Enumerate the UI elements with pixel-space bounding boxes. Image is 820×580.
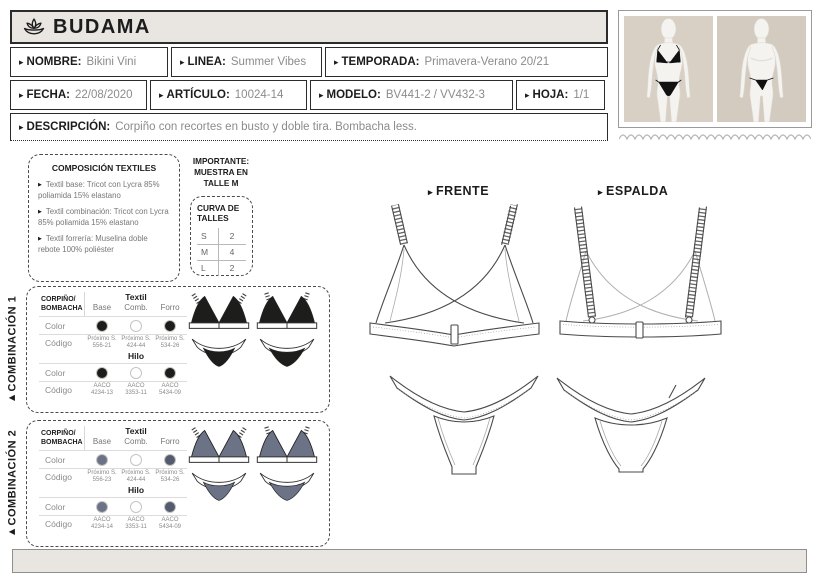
- color-label: Color: [45, 501, 66, 512]
- column-headers: [85, 303, 187, 316]
- size-qty: 2: [229, 230, 235, 241]
- textil-section-title: Textil: [125, 426, 147, 436]
- field-arrow-icon: ▸: [19, 89, 24, 100]
- lotus-icon: [22, 17, 46, 38]
- brand-bar: [10, 10, 608, 44]
- size-qty: 2: [229, 263, 235, 274]
- column-headers: [85, 437, 187, 450]
- field-arrow-icon: ▸: [428, 187, 434, 197]
- mini-bottom-back-drawing: [258, 471, 316, 502]
- field-articulo: [150, 80, 307, 110]
- codigo-label: Código: [45, 338, 72, 348]
- row-header: [39, 292, 85, 316]
- importante-line: MUESTRA EN: [194, 168, 248, 178]
- field-descripcion: [10, 113, 608, 141]
- textil-color-row: [39, 450, 187, 468]
- header-row-3: [10, 113, 608, 141]
- sample-photo-back: [717, 16, 806, 122]
- frente-text: FRENTE: [436, 184, 490, 198]
- color-swatch: [164, 501, 176, 513]
- color-label: Color: [45, 320, 66, 331]
- textil-header-group: [85, 292, 187, 316]
- col-base: Base: [92, 437, 112, 446]
- color-swatch: [130, 367, 142, 379]
- field-arrow-icon: ▸: [159, 89, 164, 100]
- field-arrow-icon: ▸: [334, 56, 339, 67]
- combination-1-label: ▸COMBINACIÓN 1: [6, 295, 19, 405]
- color-code: AACO 5434-09: [158, 382, 182, 396]
- composicion-item-text: Textil combinación: Tricot con Lycra 85% poliamida 15% elastano: [38, 207, 169, 227]
- composicion-title: COMPOSICIÓN TEXTILES: [51, 163, 157, 173]
- size-label: L: [197, 261, 219, 276]
- mini-bottom-front-drawing: [190, 471, 248, 502]
- bullet-icon: ▶: [38, 236, 42, 243]
- size-label: S: [197, 228, 219, 244]
- bullet-icon: ▶: [38, 182, 42, 188]
- field-modelo: [310, 80, 513, 110]
- mini-top-front-drawing: [188, 291, 250, 335]
- hilo-codigo-row: [39, 515, 187, 532]
- combination-2-box: [26, 420, 330, 547]
- textil-section-title: Textil: [125, 292, 147, 302]
- codigo-label: Código: [45, 519, 72, 529]
- col-base: Base: [92, 303, 112, 312]
- mini-bottom-front-drawing: [190, 337, 248, 368]
- combo-table-header: [39, 292, 187, 316]
- field-temporada-label: TEMPORADA:: [341, 56, 420, 68]
- textil-codigo-row: [39, 334, 187, 351]
- textil-color-row: [39, 316, 187, 334]
- importante-line: TALLE M: [203, 179, 239, 189]
- color-swatch: [130, 501, 142, 513]
- field-descripcion-value: Corpiño con recortes en busto y doble tira. Bombacha less.: [115, 121, 417, 133]
- hilo-section-title: Hilo: [127, 351, 145, 361]
- color-code: Próximo S. 556-23: [87, 469, 117, 483]
- sample-photos: [618, 10, 812, 128]
- row-header: [39, 426, 85, 450]
- combination-1-table: [39, 292, 187, 398]
- spacer: [39, 485, 85, 497]
- codigo-label: Código: [45, 385, 72, 395]
- textil-codigo-row: [39, 468, 187, 485]
- footer-bar: [12, 549, 807, 573]
- field-arrow-icon: ▸: [180, 56, 185, 67]
- col-forro: Forro: [160, 303, 180, 312]
- field-linea-value: Summer Vibes: [230, 56, 307, 68]
- field-fecha-label: FECHA:: [26, 89, 70, 101]
- mini-top-back-drawing: [256, 291, 318, 335]
- hilo-header-row: [39, 351, 187, 363]
- frente-view-label: [428, 184, 489, 198]
- wave-edge-decoration: [619, 130, 811, 142]
- bikini-top-front-drawing: [362, 202, 547, 354]
- combination-2-garment-art: [185, 425, 323, 502]
- curva-row: [197, 244, 246, 260]
- color-code: AACO 4234-14: [90, 516, 114, 530]
- combination-2-table: [39, 426, 187, 532]
- size-qty: 4: [229, 247, 235, 258]
- field-arrow-icon: ▸: [19, 121, 24, 132]
- composicion-item-text: Textil base: Tricot con Lycra 85% poliamida 15% elastano: [38, 180, 160, 200]
- curva-title: CURVA DE TALLES: [197, 203, 240, 223]
- importante-note: [186, 156, 256, 189]
- color-label: Color: [45, 454, 66, 465]
- color-code: Próximo S. 534-26: [155, 469, 185, 483]
- hilo-section-title: Hilo: [127, 485, 145, 495]
- header-row-1: [10, 47, 608, 77]
- col-comb: Comb.: [124, 437, 148, 446]
- col-forro: Forro: [160, 437, 180, 446]
- composicion-item: [38, 180, 170, 201]
- color-swatch: [130, 320, 142, 332]
- combination-1-box: [26, 286, 330, 413]
- mini-bottom-back-drawing: [258, 337, 316, 368]
- field-arrow-icon: ▸: [19, 56, 24, 67]
- color-code: Próximo S. 556-21: [87, 335, 117, 349]
- hilo-header-row: [39, 485, 187, 497]
- field-nombre-value: Bikini Vini: [86, 56, 137, 68]
- field-modelo-label: MODELO:: [326, 89, 381, 101]
- bikini-bottom-back-drawing: [550, 372, 712, 478]
- mini-top-back-drawing: [256, 425, 318, 469]
- row-header-line: CORPIÑO/: [41, 296, 76, 303]
- color-code: Próximo S. 534-26: [155, 335, 185, 349]
- composicion-item: [38, 234, 170, 255]
- field-arrow-icon: ▸: [598, 187, 604, 197]
- curva-row: [197, 228, 246, 244]
- combination-1-garment-art: [185, 291, 323, 368]
- color-swatch: [164, 320, 176, 332]
- codigo-label: Código: [45, 472, 72, 482]
- field-arrow-icon: ▸: [525, 89, 530, 100]
- color-label: Color: [45, 367, 66, 378]
- color-code: AACO 3353-11: [125, 516, 147, 530]
- size-label: M: [197, 245, 219, 260]
- hilo-color-row: [39, 363, 187, 381]
- combination-2-label: ▸COMBINACIÓN 2: [6, 429, 19, 539]
- row-header-line: BOMBACHA: [41, 439, 83, 447]
- hilo-codigo-row: [39, 381, 187, 398]
- color-code: AACO 4234-13: [90, 382, 114, 396]
- field-descripcion-label: DESCRIPCIÓN:: [26, 121, 111, 133]
- field-linea-label: LINEA:: [187, 56, 226, 68]
- color-swatch: [164, 367, 176, 379]
- col-comb: Comb.: [124, 303, 148, 312]
- field-hoja: [516, 80, 605, 110]
- field-nombre-label: NOMBRE:: [26, 56, 82, 68]
- field-hoja-value: 1/1: [573, 89, 590, 101]
- color-swatch: [96, 454, 108, 466]
- sample-photo-front: [624, 16, 713, 122]
- composicion-item-text: Textil forrería: Muselina doble rebote 100% poliéster: [38, 234, 148, 254]
- color-swatch: [96, 320, 108, 332]
- field-modelo-value: BV441-2 / VV432-3: [385, 89, 485, 101]
- field-articulo-label: ARTÍCULO:: [166, 89, 230, 101]
- color-swatch: [130, 454, 142, 466]
- curva-de-talles-box: [190, 196, 253, 276]
- color-code: AACO 5434-09: [158, 516, 182, 530]
- field-articulo-value: 10024-14: [234, 89, 284, 101]
- combo-table-header: [39, 426, 187, 450]
- espalda-text: ESPALDA: [606, 184, 669, 198]
- composicion-item: [38, 207, 170, 228]
- color-swatch: [164, 454, 176, 466]
- header-row-2: [10, 80, 608, 110]
- mini-top-front-drawing: [188, 425, 250, 469]
- header: [10, 10, 608, 141]
- color-swatch: [96, 501, 108, 513]
- hilo-color-row: [39, 497, 187, 515]
- color-code: Próximo S. 424-44: [121, 469, 151, 483]
- brand-name: BUDAMA: [53, 15, 151, 38]
- composicion-textiles-box: [28, 154, 180, 282]
- espalda-view-label: [598, 184, 668, 198]
- curva-row: [197, 260, 246, 276]
- bullet-icon: ▶: [38, 209, 42, 216]
- field-temporada-value: Primavera-Verano 20/21: [424, 56, 550, 68]
- field-fecha-value: 22/08/2020: [74, 89, 133, 101]
- field-hoja-label: HOJA:: [532, 89, 569, 101]
- field-fecha: [10, 80, 147, 110]
- row-header-line: BOMBACHA: [41, 305, 83, 313]
- spacer: [39, 351, 85, 363]
- field-temporada: [325, 47, 608, 77]
- field-arrow-icon: ▸: [319, 89, 324, 100]
- field-nombre: [10, 47, 168, 77]
- color-code: Próximo S. 424-44: [121, 335, 151, 349]
- row-header-line: CORPIÑO/: [41, 430, 76, 437]
- bikini-top-back-drawing: [548, 202, 733, 354]
- bikini-bottom-front-drawing: [383, 370, 545, 482]
- color-swatch: [96, 367, 108, 379]
- textil-header-group: [85, 426, 187, 450]
- importante-line: IMPORTANTE:: [192, 157, 250, 166]
- field-linea: [171, 47, 322, 77]
- color-code: AACO 3353-11: [125, 382, 147, 396]
